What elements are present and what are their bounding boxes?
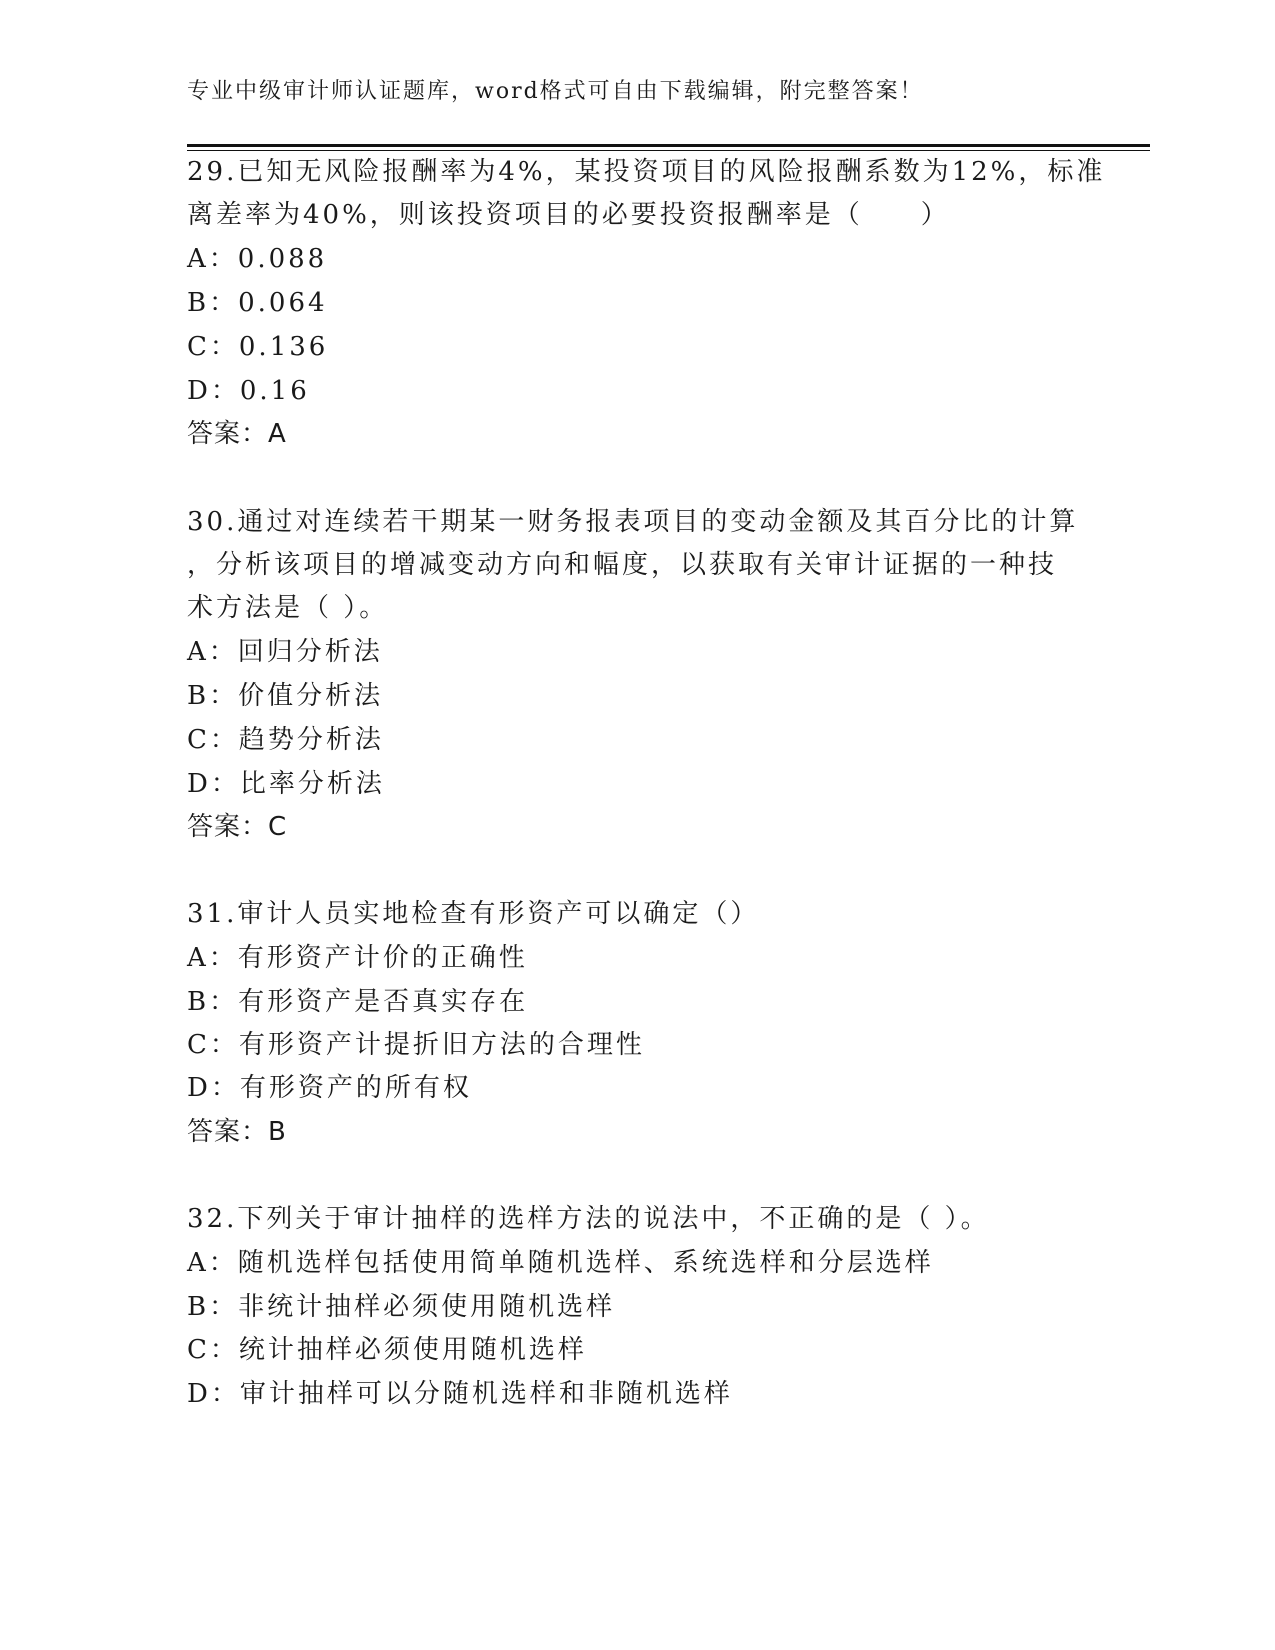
question-29-answer: 答案：A [187,419,287,449]
question-29-stem-line-2: 离差率为40%，则该投资项目的必要投资报酬率是（ ） [187,200,950,230]
question-30-option-d: D：比率分析法 [187,769,385,799]
question-30-stem-line-2: ，分析该项目的增减变动方向和幅度，以获取有关审计证据的一种技 [187,550,1058,580]
question-32-option-d: D：审计抽样可以分随机选样和非随机选样 [187,1379,733,1409]
question-32-option-b: B：非统计抽样必须使用随机选样 [187,1292,616,1322]
question-31-option-d: D：有形资产的所有权 [187,1073,472,1103]
question-29-option-d: D：0.16 [187,376,310,406]
question-31-option-b: B：有形资产是否真实存在 [187,987,529,1017]
question-30-option-b: B：价值分析法 [187,681,384,711]
question-31-option-c: C：有形资产计提折旧方法的合理性 [187,1030,645,1060]
question-31-option-a: A：有形资产计价的正确性 [187,943,528,973]
question-30-option-a: A：回归分析法 [187,637,383,667]
question-32-option-a: A：随机选样包括使用简单随机选样、系统选样和分层选样 [187,1248,934,1278]
header-rule-thick [187,144,1150,147]
question-32-option-c: C：统计抽样必须使用随机选样 [187,1335,587,1365]
question-31-stem-line-1: 31.审计人员实地检查有形资产可以确定（） [187,899,760,929]
header-rule-thin [187,150,1150,151]
question-30-stem-line-1: 30.通过对连续若干期某一财务报表项目的变动金额及其百分比的计算 [187,507,1079,537]
question-30-stem-line-3: 术方法是（ ）。 [187,593,389,623]
question-29-option-c: C：0.136 [187,332,329,362]
question-30-answer: 答案：C [187,812,288,842]
question-32-stem-line-1: 32.下列关于审计抽样的选样方法的说法中，不正确的是（ ）。 [187,1204,990,1234]
page-header-text: 专业中级审计师认证题库，word格式可自由下载编辑，附完整答案！ [187,79,924,104]
question-29-stem-line-1: 29.已知无风险报酬率为4%，某投资项目的风险报酬系数为12%，标准 [187,157,1106,187]
question-31-answer: 答案：B [187,1117,287,1147]
question-29-option-b: B：0.064 [187,288,328,318]
question-29-option-a: A：0.088 [187,244,328,274]
question-30-option-c: C：趋势分析法 [187,725,384,755]
